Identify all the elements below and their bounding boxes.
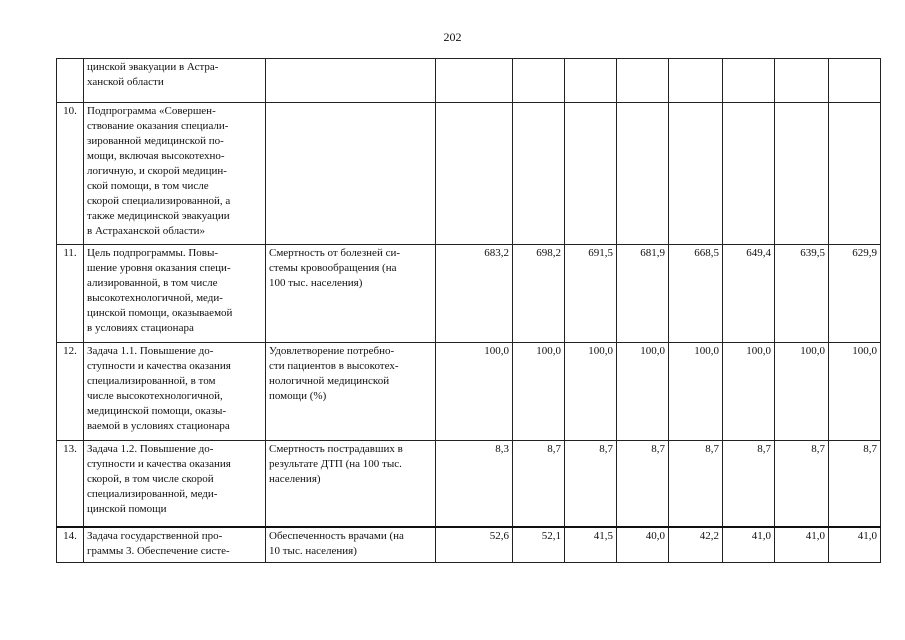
row-indicator (266, 103, 436, 245)
value-cell: 8,7 (617, 441, 669, 527)
value-cell: 100,0 (565, 343, 617, 441)
value-cell: 681,9 (617, 245, 669, 343)
value-cell (513, 59, 565, 103)
description-line: цинской помощи, оказываемой (87, 307, 233, 319)
description-line: Задача государственной про- (87, 529, 223, 542)
row-indicator (266, 527, 436, 563)
value-cell: 639,5 (775, 245, 829, 343)
value-cell (565, 103, 617, 245)
description-line: ступности и качества оказания (87, 360, 231, 372)
value-cell: 629,9 (829, 245, 881, 343)
table-row (57, 527, 881, 563)
value-cell (723, 103, 775, 245)
row-number: 11. (57, 245, 84, 343)
value-cell: 52,6 (436, 527, 513, 563)
value-cell (723, 59, 775, 103)
indicator-line: стемы кровообращения (на (269, 262, 397, 274)
description-line: шение уровня оказания специ- (87, 262, 231, 274)
description-line: Подпрограмма «Совершен- (87, 105, 216, 117)
description-line: граммы 3. Обеспечение систе- (87, 544, 230, 557)
description-line: цинской эвакуации в Астра- (87, 61, 219, 73)
description-line: Задача 1.1. Повышение до- (87, 345, 214, 357)
row-description (84, 103, 266, 245)
description-line: также медицинской эвакуации (87, 210, 230, 222)
value-cell: 8,3 (436, 441, 513, 527)
description-line: цинской помощи (87, 503, 167, 515)
value-cell: 683,2 (436, 245, 513, 343)
description-line: ваемой в условиях стационара (87, 420, 230, 432)
row-indicator (266, 245, 436, 343)
description-line: медицинской помощи, оказы- (87, 405, 227, 417)
value-cell: 41,0 (775, 527, 829, 563)
value-cell (436, 103, 513, 245)
description-line: специализированной, меди- (87, 488, 218, 500)
value-cell: 100,0 (723, 343, 775, 441)
row-description (84, 441, 266, 527)
description-line: зированной медицинской по- (87, 135, 224, 147)
value-cell: 8,7 (829, 441, 881, 527)
value-cell: 8,7 (669, 441, 723, 527)
table-row (57, 245, 881, 343)
indicator-line: сти пациентов в высокотех- (269, 360, 399, 372)
description-line: ализированной, в том числе (87, 277, 218, 289)
table-row (57, 59, 881, 103)
value-cell: 42,2 (669, 527, 723, 563)
row-description (84, 59, 266, 103)
value-cell (775, 103, 829, 245)
description-line: мощи, включая высокотехно- (87, 150, 225, 162)
value-cell (829, 59, 881, 103)
row-description (84, 245, 266, 343)
indicator-line: населения) (269, 473, 321, 485)
value-cell (436, 59, 513, 103)
value-cell (829, 103, 881, 245)
indicator-line: Обеспеченность врачами (на (269, 529, 404, 542)
value-cell: 100,0 (669, 343, 723, 441)
value-cell (669, 59, 723, 103)
description-line: ханской области (87, 76, 164, 88)
description-line: скорой, в том числе скорой (87, 473, 214, 485)
indicator-line: 10 тыс. населения) (269, 544, 357, 557)
indicator-line: Смертность от болезней си- (269, 247, 401, 259)
description-line: высокотехнологичной, меди- (87, 292, 223, 304)
row-description (84, 527, 266, 563)
description-line: ской помощи, в том числе (87, 180, 209, 192)
value-cell: 8,7 (775, 441, 829, 527)
value-cell: 8,7 (513, 441, 565, 527)
value-cell: 100,0 (436, 343, 513, 441)
row-number (57, 59, 84, 103)
value-cell: 698,2 (513, 245, 565, 343)
description-line: ступности и качества оказания (87, 458, 231, 470)
description-line: числе высокотехнологичной, (87, 390, 223, 402)
value-cell (617, 59, 669, 103)
indicator-line: Смертность пострадавших в (269, 443, 403, 455)
indicator-line: Удовлетворение потребно- (269, 345, 395, 357)
description-line: ствование оказания специали- (87, 120, 229, 132)
value-cell (775, 59, 829, 103)
row-description (84, 343, 266, 441)
description-line: скорой специализированной, а (87, 195, 231, 207)
indicator-line: помощи (%) (269, 390, 327, 402)
row-number: 12. (57, 343, 84, 441)
value-cell (565, 59, 617, 103)
indicator-line: 100 тыс. населения) (269, 277, 363, 289)
value-cell: 100,0 (617, 343, 669, 441)
table-row (57, 441, 881, 527)
table-row (57, 103, 881, 245)
row-number: 10. (57, 103, 84, 245)
description-line: Цель подпрограммы. Повы- (87, 247, 219, 259)
value-cell: 40,0 (617, 527, 669, 563)
page-number: 202 (443, 30, 462, 44)
value-cell: 41,0 (723, 527, 775, 563)
value-cell: 100,0 (775, 343, 829, 441)
value-cell: 8,7 (723, 441, 775, 527)
value-cell (669, 103, 723, 245)
value-cell: 100,0 (829, 343, 881, 441)
row-number: 13. (57, 441, 84, 527)
row-indicator (266, 343, 436, 441)
row-indicator (266, 441, 436, 527)
value-cell (513, 103, 565, 245)
value-cell: 668,5 (669, 245, 723, 343)
value-cell: 649,4 (723, 245, 775, 343)
description-line: Задача 1.2. Повышение до- (87, 443, 214, 455)
value-cell (617, 103, 669, 245)
description-line: специализированной, в том (87, 375, 216, 387)
value-cell: 41,0 (829, 527, 881, 563)
value-cell: 52,1 (513, 527, 565, 563)
value-cell: 8,7 (565, 441, 617, 527)
row-indicator (266, 59, 436, 103)
row-number: 14. (57, 527, 84, 563)
value-cell: 691,5 (565, 245, 617, 343)
indicator-line: нологичной медицинской (269, 375, 390, 387)
indicator-line: результате ДТП (на 100 тыс. (269, 458, 402, 470)
value-cell: 100,0 (513, 343, 565, 441)
indicators-table (56, 58, 881, 563)
description-line: в Астраханской области» (87, 225, 206, 237)
table-row (57, 343, 881, 441)
description-line: в условиях стационара (87, 322, 194, 334)
value-cell: 41,5 (565, 527, 617, 563)
description-line: логичную, и скорой медицин- (87, 165, 227, 177)
